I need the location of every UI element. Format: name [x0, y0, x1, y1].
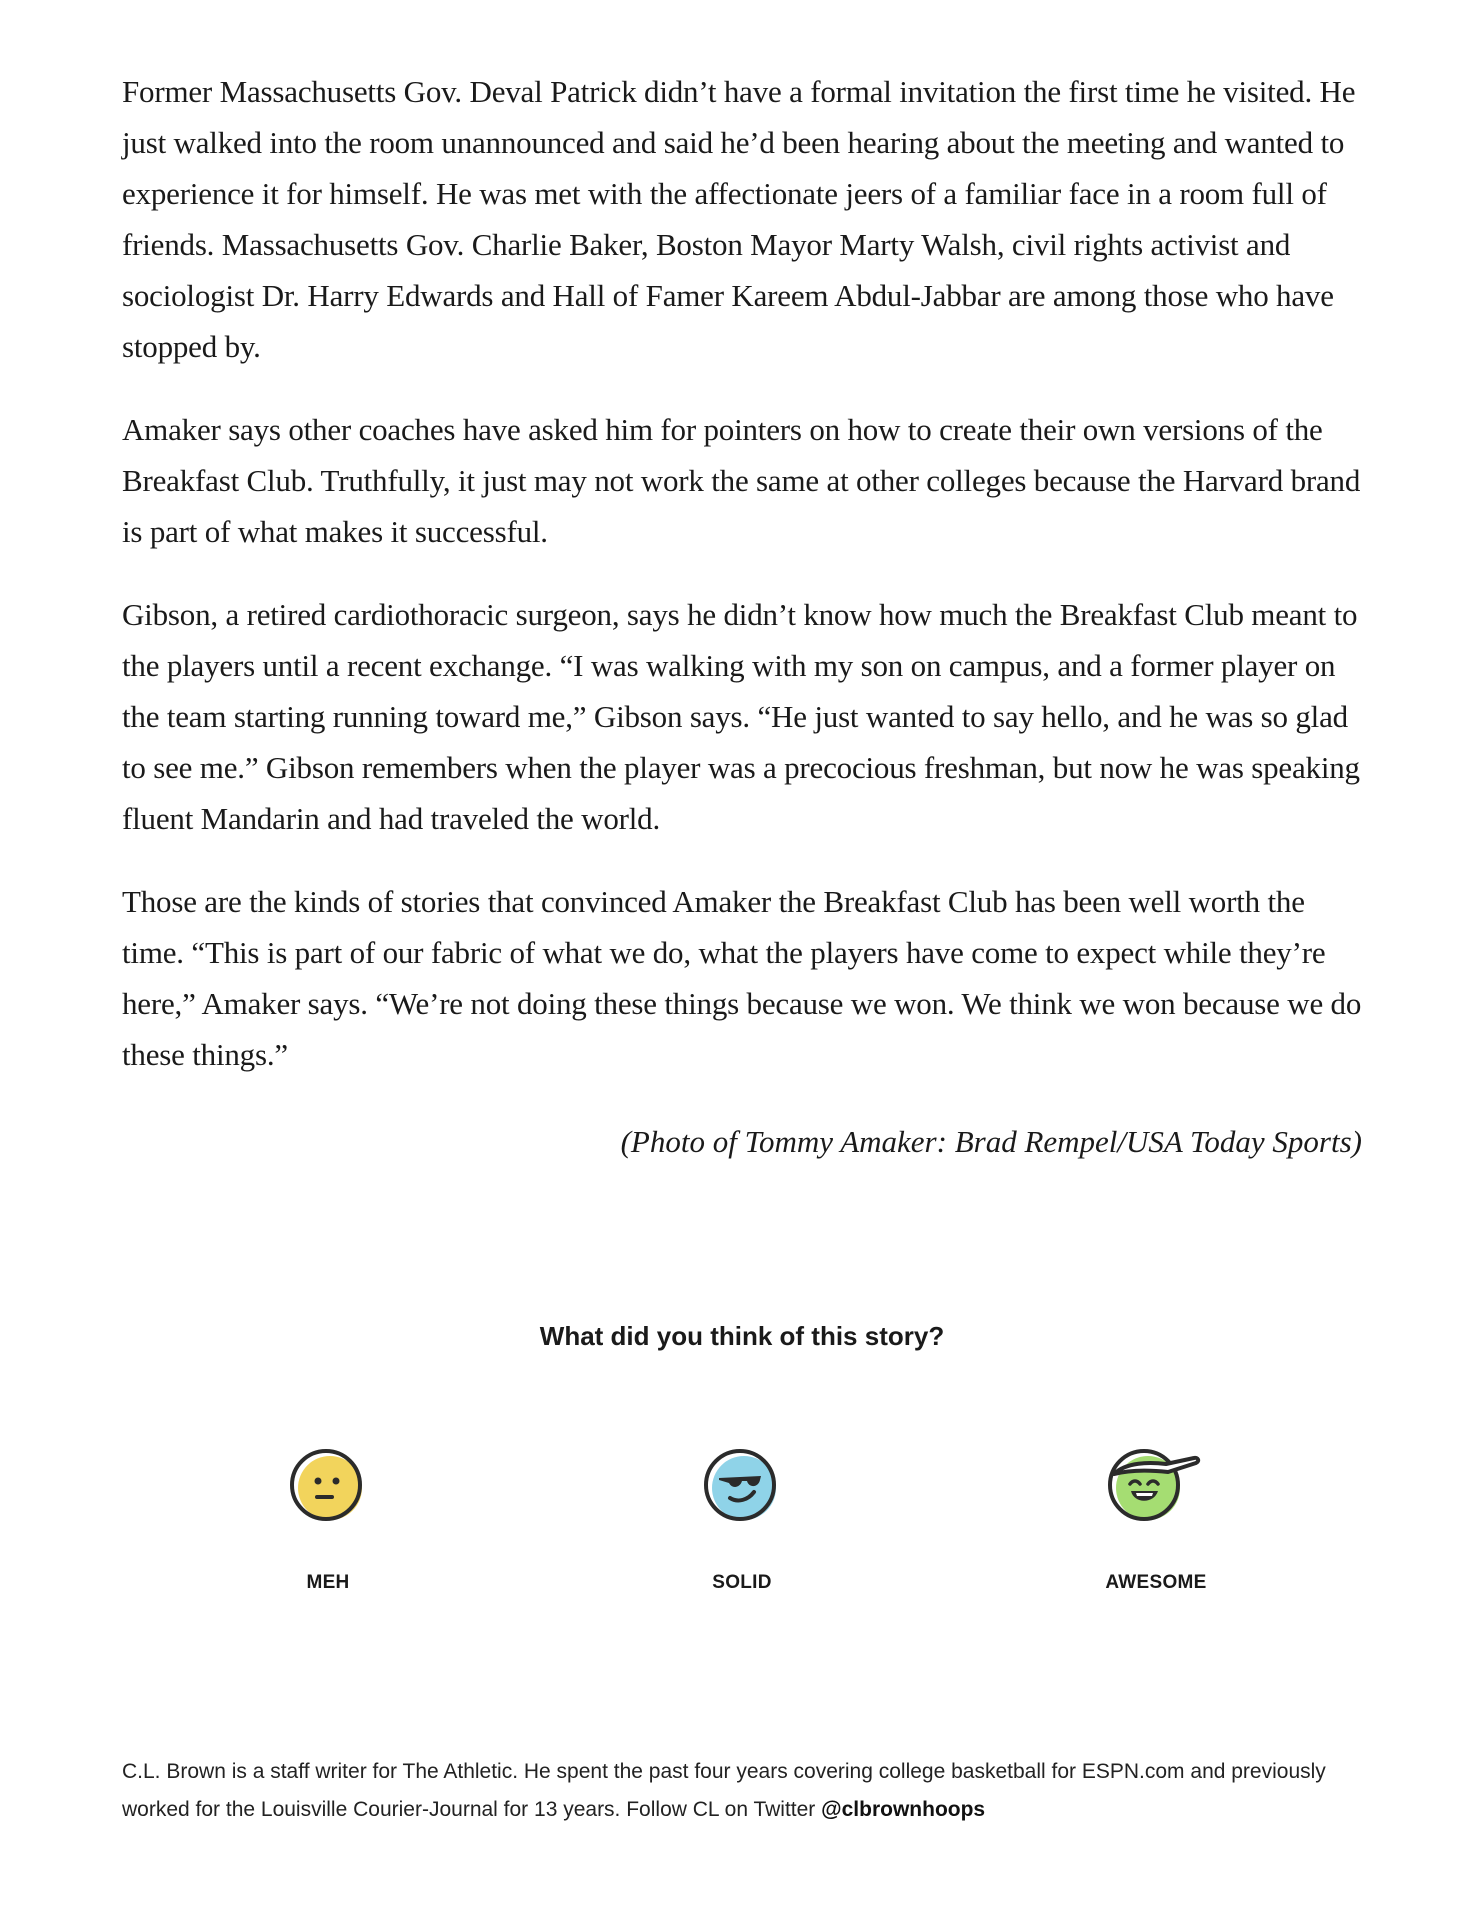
article-body — [122, 66, 1362, 1112]
rating-awesome-button[interactable] — [1056, 1448, 1256, 1594]
meh-face-icon — [288, 1448, 368, 1528]
article-paragraph: Gibson, a retired cardiothoracic surgeon, says he didn’t know how much the Breakfast Club meant to the players until a recent exchange. “I was walking with my son on campus, and a former player on the team starting running toward me,” Gibson says. “He just wanted to say hello, and he was so glad to see me.” Gibson remembers when the player was a precocious freshman, but now he was speaking fluent Mandarin and had traveled the world. — [122, 597, 1360, 836]
rating-meh-button[interactable] — [228, 1448, 428, 1594]
article-paragraph: Those are the kinds of stories that convinced Amaker the Breakfast Club has been well worth the time. “This is part of our fabric of what we do, what the players have come to expect while they’re here,” Amaker says. “We’re not doing these things because we won. We think we won because we do these things.” — [122, 884, 1362, 1072]
photo-credit: (Photo of Tommy Amaker: Brad Rempel/USA Today Sports) — [620, 1124, 1362, 1159]
article-paragraph: Amaker says other coaches have asked him for pointers on how to create their own versions of the Breakfast Club. Truthfully, it just may not work the same at other colleges because the Harvard brand is part of what makes it successful. — [122, 412, 1361, 549]
rating-solid-button[interactable] — [642, 1448, 842, 1594]
rating-label-awesome: AWESOME — [1105, 1572, 1207, 1593]
twitter-handle-link[interactable]: @clbrownhoops — [821, 1798, 986, 1821]
rating-label-meh: MEH — [306, 1572, 350, 1593]
poll-question: What did you think of this story? — [539, 1321, 945, 1351]
cap-grin-face-icon — [1106, 1448, 1206, 1528]
article-paragraph: Former Massachusetts Gov. Deval Patrick didn’t have a formal invitation the first time he visited. He just walked into the room unannounced and said he’d been hearing about the meeting and wanted to experience it for himself. He was met with the affectionate jeers of a familiar face in a room full of friends. Massachusetts Gov. Charlie Baker, Boston Mayor Marty Walsh, civil rights activist and sociologist Dr. Harry Edwards and Hall of Famer Kareem Abdul-Jabbar are among those who have stopped by. — [122, 74, 1356, 364]
author-bio — [122, 1753, 1362, 1829]
author-bio-text: C.L. Brown is a staff writer for The Athletic. He spent the past four years covering college basketball for ESPN.com and previously worked for the Louisville Courier-Journal for 13 years. Follow CL on Twitter — [122, 1760, 1326, 1821]
rating-label-solid: SOLID — [712, 1572, 772, 1593]
sunglasses-face-icon — [702, 1448, 782, 1528]
